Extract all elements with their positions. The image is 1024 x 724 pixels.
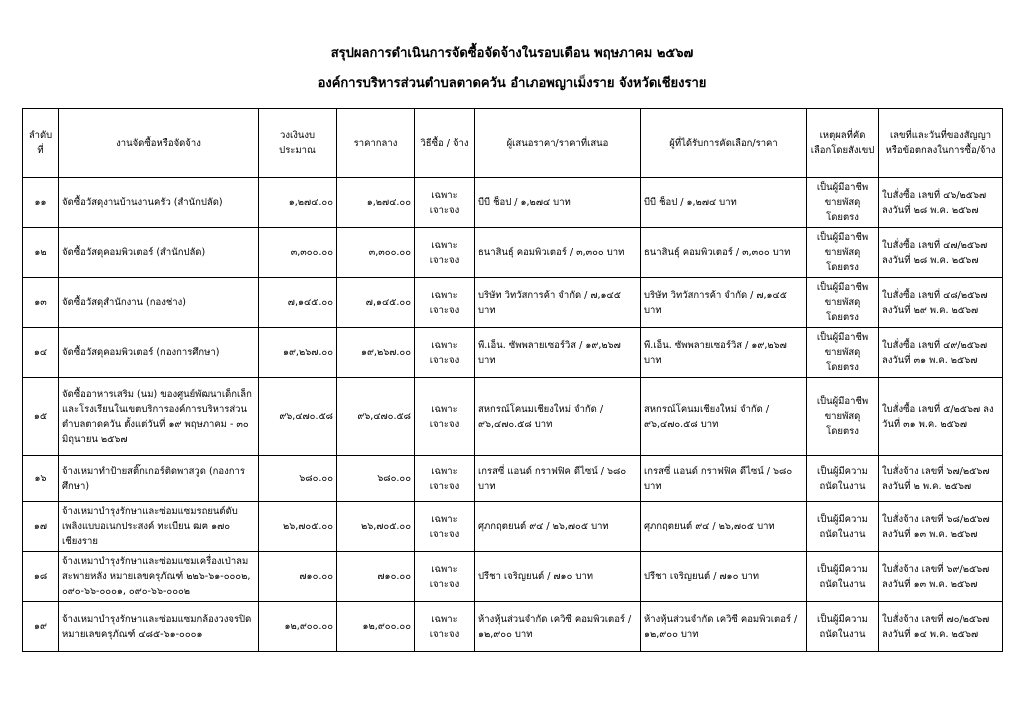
row-contract: ใบสั่งจ้าง เลขที่ ๖๘/๒๕๖๗ ลงวันที่ ๑๓ พ.ค. ๒๕๖๗: [879, 502, 1003, 552]
row-median-price: ๗๑๐.๐๐: [337, 552, 415, 602]
row-bidder: ปรีชา เจริญยนต์ / ๗๑๐ บาท: [475, 552, 641, 602]
row-budget: ๑๒,๙๐๐.๐๐: [259, 602, 337, 652]
row-reason: เป็นผู้มีความถนัดในงาน: [807, 602, 879, 652]
row-winner: ศุภกฤตยนต์ ๙๔ / ๒๖,๗๐๕ บาท: [641, 502, 807, 552]
row-method: เฉพาะเจาะจง: [415, 178, 475, 228]
row-median-price: ๒๖,๗๐๕.๐๐: [337, 502, 415, 552]
header-budget: วงเงินงบประมาณ: [259, 109, 337, 178]
row-method: เฉพาะเจาะจง: [415, 228, 475, 278]
row-method: เฉพาะเจาะจง: [415, 552, 475, 602]
table-row: [23, 602, 1003, 652]
row-budget: ๗,๑๔๕.๐๐: [259, 278, 337, 328]
row-number: ๑๙: [23, 602, 59, 652]
row-number: ๑๖: [23, 456, 59, 502]
table-row: [23, 278, 1003, 328]
row-median-price: ๙๖,๔๗๐.๕๘: [337, 378, 415, 456]
row-winner: บริษัท วิทวัสการค้า จำกัด / ๗,๑๔๕ บาท: [641, 278, 807, 328]
row-number: ๑๑: [23, 178, 59, 228]
row-reason: เป็นผู้มีอาชีพขายพัสดุโดยตรง: [807, 378, 879, 456]
row-method: เฉพาะเจาะจง: [415, 328, 475, 378]
row-winner: เกรสซี่ แอนด์ กราฟฟิค ดีไซน์ / ๖๘๐ บาท: [641, 456, 807, 502]
row-median-price: ๖๘๐.๐๐: [337, 456, 415, 502]
row-median-price: ๑,๒๗๔.๐๐: [337, 178, 415, 228]
table-row: [23, 228, 1003, 278]
row-item: จ้างเหมาบำรุงรักษาและซ่อมแซมกล้องวงจรปิด หมายเลขครุภัณฑ์ ๔๘๕-๖๑-๐๐๐๑: [59, 602, 259, 652]
header-reason: เหตุผลที่คัดเลือกโดยสังเขป: [807, 109, 879, 178]
row-number: ๑๕: [23, 378, 59, 456]
row-median-price: ๑๙,๒๖๗.๐๐: [337, 328, 415, 378]
row-reason: เป็นผู้มีความถนัดในงาน: [807, 552, 879, 602]
row-winner: ธนาสินธุ์ คอมพิวเตอร์ / ๓,๓๐๐ บาท: [641, 228, 807, 278]
row-winner: ปรีชา เจริญยนต์ / ๗๑๐ บาท: [641, 552, 807, 602]
row-bidder: ห้างหุ้นส่วนจำกัด เควิซี คอมพิวเตอร์ / ๑๒,๙๐๐ บาท: [475, 602, 641, 652]
header-number: ลำดับที่: [23, 109, 59, 178]
row-winner: สหกรณ์โคนมเชียงใหม่ จำกัด / ๙๖,๔๗๐.๕๘ บาท: [641, 378, 807, 456]
row-contract: ใบสั่งซื้อ เลขที่ ๔๙/๒๕๖๗ ลงวันที่ ๓๑ พ.ค. ๒๕๖๗: [879, 328, 1003, 378]
row-bidder: สหกรณ์โคนมเชียงใหม่ จำกัด / ๙๖,๔๗๐.๕๘ บาท: [475, 378, 641, 456]
row-median-price: ๗,๑๔๕.๐๐: [337, 278, 415, 328]
table-row: [23, 552, 1003, 602]
row-number: ๑๔: [23, 328, 59, 378]
row-number: ๑๗: [23, 502, 59, 552]
row-reason: เป็นผู้มีอาชีพขายพัสดุโดยตรง: [807, 278, 879, 328]
report-title: สรุปผลการดำเนินการจัดซื้อจัดจ้างในรอบเดือน พฤษภาคม ๒๕๖๗: [330, 46, 694, 61]
row-bidder: ศุภกฤตยนต์ ๙๔ / ๒๖,๗๐๕ บาท: [475, 502, 641, 552]
row-reason: เป็นผู้มีอาชีพขายพัสดุโดยตรง: [807, 228, 879, 278]
row-number: ๑๘: [23, 552, 59, 602]
row-contract: ใบสั่งจ้าง เลขที่ ๗๐/๒๕๖๗ ลงวันที่ ๑๔ พ.ค. ๒๕๖๗: [879, 602, 1003, 652]
row-item: จัดซื้อวัสดุคอมพิวเตอร์ (สำนักปลัด): [59, 228, 259, 278]
row-winner: พี.เอ็น. ซัพพลายเซอร์วิส / ๑๙,๒๖๗ บาท: [641, 328, 807, 378]
row-number: ๑๓: [23, 278, 59, 328]
row-contract: ใบสั่งจ้าง เลขที่ ๖๗/๒๕๖๗ ลงวันที่ ๒ พ.ค. ๒๕๖๗: [879, 456, 1003, 502]
row-contract: ใบสั่งซื้อ เลขที่ ๔๗/๒๕๖๗ ลงวันที่ ๒๘ พ.ค. ๒๕๖๗: [879, 228, 1003, 278]
row-item: จัดซื้อวัสดุงานบ้านงานครัว (สำนักปลัด): [59, 178, 259, 228]
table-row: [23, 456, 1003, 502]
row-item: จ้างเหมาทำป้ายสติ๊กเกอร์ติดพาสวูด (กองการศึกษา): [59, 456, 259, 502]
organization-subtitle: องค์การบริหารส่วนตำบลตาดควัน อำเภอพญาเม็งราย จังหวัดเชียงราย: [317, 76, 707, 91]
row-item: จัดซื้ออาหารเสริม (นม) ของศูนย์พัฒนาเด็กเล็กและโรงเรียนในเขตบริการองค์การบริหารส่วนตำบลตาดควัน ตั้งแต่วันที่ ๑๙ พฤษภาคม - ๓๐ มิถุนายน ๒๕๖๗: [59, 378, 259, 456]
table-header-row: [23, 109, 1003, 178]
header-item: งานจัดซื้อหรือจัดจ้าง: [59, 109, 259, 178]
row-reason: เป็นผู้มีความถนัดในงาน: [807, 456, 879, 502]
header-winner: ผู้ที่ได้รับการคัดเลือก/ราคา: [641, 109, 807, 178]
row-budget: ๑,๒๗๔.๐๐: [259, 178, 337, 228]
row-bidder: ธนาสินธุ์ คอมพิวเตอร์ / ๓,๓๐๐ บาท: [475, 228, 641, 278]
row-contract: ใบสั่งซื้อ เลขที่ ๕/๒๕๖๗ ลงวันที่ ๓๑ พ.ค. ๒๕๖๗: [879, 378, 1003, 456]
table-row: [23, 178, 1003, 228]
row-budget: ๑๙,๒๖๗.๐๐: [259, 328, 337, 378]
row-median-price: ๑๒,๙๐๐.๐๐: [337, 602, 415, 652]
row-method: เฉพาะเจาะจง: [415, 602, 475, 652]
header-bidders: ผู้เสนอราคา/ราคาที่เสนอ: [475, 109, 641, 178]
row-winner: ห้างหุ้นส่วนจำกัด เควิซี คอมพิวเตอร์ / ๑๒,๙๐๐ บาท: [641, 602, 807, 652]
row-contract: ใบสั่งจ้าง เลขที่ ๖๙/๒๕๖๗ ลงวันที่ ๑๓ พ.ค. ๒๕๖๗: [879, 552, 1003, 602]
table-row: [23, 502, 1003, 552]
row-bidder: บีบี ช็อป / ๑,๒๗๔ บาท: [475, 178, 641, 228]
procurement-table: [22, 108, 1003, 652]
row-method: เฉพาะเจาะจง: [415, 502, 475, 552]
row-budget: ๓,๓๐๐.๐๐: [259, 228, 337, 278]
row-item: จ้างเหมาบำรุงรักษาและซ่อมแซมรถยนต์ดับเพลิงแบบอเนกประสงค์ ทะเบียน ฒฅ ๑๗๐ เชียงราย: [59, 502, 259, 552]
row-budget: ๖๘๐.๐๐: [259, 456, 337, 502]
row-item: จ้างเหมาบำรุงรักษาและซ่อมแซมเครื่องเป่าลมสะพายหลัง หมายเลขครุภัณฑ์ ๒๒๖-๖๑-๐๐๐๒, ๐๙๐-๖๖-๐๐๐๑, ๐๙๐-๖๖-๐๐๐๒: [59, 552, 259, 602]
row-winner: บีบี ช็อป / ๑,๒๗๔ บาท: [641, 178, 807, 228]
header-median-price: ราคากลาง: [337, 109, 415, 178]
row-method: เฉพาะเจาะจง: [415, 378, 475, 456]
row-method: เฉพาะเจาะจง: [415, 278, 475, 328]
row-item: จัดซื้อวัสดุสำนักงาน (กองช่าง): [59, 278, 259, 328]
row-reason: เป็นผู้มีอาชีพขายพัสดุโดยตรง: [807, 178, 879, 228]
row-budget: ๙๖,๔๗๐.๕๘: [259, 378, 337, 456]
row-bidder: พี.เอ็น. ซัพพลายเซอร์วิส / ๑๙,๒๖๗ บาท: [475, 328, 641, 378]
row-number: ๑๒: [23, 228, 59, 278]
row-median-price: ๓,๓๐๐.๐๐: [337, 228, 415, 278]
row-contract: ใบสั่งซื้อ เลขที่ ๔๘/๒๕๖๗ ลงวันที่ ๒๙ พ.ค. ๒๕๖๗: [879, 278, 1003, 328]
row-bidder: เกรสซี่ แอนด์ กราฟฟิค ดีไซน์ / ๖๘๐ บาท: [475, 456, 641, 502]
table-row: [23, 328, 1003, 378]
row-bidder: บริษัท วิทวัสการค้า จำกัด / ๗,๑๔๕ บาท: [475, 278, 641, 328]
header-method: วิธีซื้อ / จ้าง: [415, 109, 475, 178]
row-budget: ๗๑๐.๐๐: [259, 552, 337, 602]
table-row: [23, 378, 1003, 456]
row-method: เฉพาะเจาะจง: [415, 456, 475, 502]
header-contract: เลขที่และวันที่ของสัญญาหรือข้อตกลงในการซื้อ/จ้าง: [879, 109, 1003, 178]
row-contract: ใบสั่งซื้อ เลขที่ ๔๖/๒๕๖๗ ลงวันที่ ๒๘ พ.ค. ๒๕๖๗: [879, 178, 1003, 228]
row-reason: เป็นผู้มีความถนัดในงาน: [807, 502, 879, 552]
row-reason: เป็นผู้มีอาชีพขายพัสดุโดยตรง: [807, 328, 879, 378]
row-item: จัดซื้อวัสดุคอมพิวเตอร์ (กองการศึกษา): [59, 328, 259, 378]
row-budget: ๒๖,๗๐๕.๐๐: [259, 502, 337, 552]
